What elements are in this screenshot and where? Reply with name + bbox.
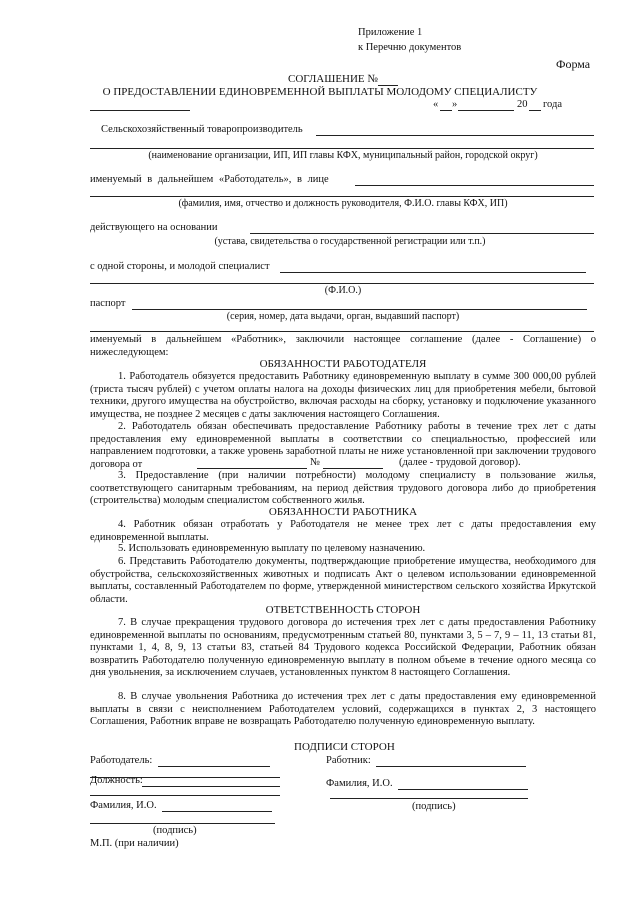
position-line[interactable] xyxy=(142,786,280,787)
employee-signature-line[interactable] xyxy=(330,798,528,799)
specialist-label: с одной стороны, и молодой специалист xyxy=(90,261,270,272)
place-line[interactable] xyxy=(90,110,190,111)
contract-number-sign: № xyxy=(310,457,321,468)
contract-date-line[interactable] xyxy=(197,468,307,469)
passport-line-2[interactable] xyxy=(90,331,594,332)
date-day-line[interactable] xyxy=(440,110,452,111)
date-year-prefix: 20 xyxy=(517,99,528,110)
heading-signatures: ПОДПИСИ СТОРОН xyxy=(294,741,395,753)
passport-caption: (серия, номер, дата выдачи, орган, выдавший паспорт) xyxy=(226,311,460,322)
clause-2-text: 2. Работодатель обязан обеспечивать предоставление Работнику работы в течение трех лет с даты предоставления ему единовременной выплаты в соответствии со специальностью, профессией или направлением подготовки, а также уровень заработной платы не ниже установленной при заключении трудового договора от xyxy=(90,421,596,470)
passport-line-1[interactable] xyxy=(132,309,587,310)
appendix-line-2: к Перечню документов xyxy=(358,42,462,53)
producer-line-2[interactable] xyxy=(90,148,594,149)
named-line-1[interactable] xyxy=(355,185,594,186)
specialist-line-2[interactable] xyxy=(90,283,594,284)
named-caption: (фамилия, имя, отчество и должность руководителя, Ф.И.О. главы КФХ, ИП) xyxy=(178,198,508,209)
passport-label: паспорт xyxy=(90,298,126,309)
position-extra-line[interactable] xyxy=(90,795,280,796)
appendix-line-1: Приложение 1 xyxy=(358,27,423,38)
clause-1: 1. Работодатель обязуется предоставить Работнику единовременную выплату в сумме 300 000,00 рублей (триста тысяч рублей) с учетом оплаты налога на доходы физических лиц для приобретения мебели, бытовой техники, другого имущества на обустройство, включая расходы на сборку, установку и подключение указанного имущества, не позднее 2 месяцев с даты заключения настоящего Соглашения. xyxy=(90,371,596,420)
date-open-quote: « xyxy=(433,99,439,110)
clause-8: 8. В случае увольнения Работника до истечения трех лет с даты предоставления ему единовременной выплаты в связи с неисполнением Работодателем условий, содержащихся в пунктах 2, 3 настоящего Соглашения, Работник вправе не возвращать Работодателю полученную единовременную выплату. xyxy=(90,691,596,728)
clause-5: 5. Использовать единовременную выплату по целевому назначению. xyxy=(118,543,426,554)
stamp-label: М.П. (при наличии) xyxy=(90,838,179,849)
specialist-line-1[interactable] xyxy=(280,272,586,273)
intro-paragraph: именуемый в дальнейшем «Работник», заключили настоящее соглашение (далее - Соглашение) о нижеследующем: xyxy=(90,334,596,358)
acting-line[interactable] xyxy=(250,233,594,234)
employee-surname-line[interactable] xyxy=(398,789,528,790)
employer-surname-label: Фамилия, И.О. xyxy=(90,800,157,811)
clause-7: 7. В случае прекращения трудового договора до истечения трех лет с даты предоставления Работнику единовременной выплаты по основаниям, предусмотренным статьей 80, пунктами 3, 5 – 7, 9 – 11, 13 статьи 81, пунктами 1, 4, 8, 9, 13 статьи 83, статьей 84 Трудового кодекса Российской Федерации, Работник обязан возвратить Работодателю полученную единовременную выплату в полном объеме в течение одного месяца со дня увольнения, за исключением случаев, установленных пунктом 8 настоящего Соглашения. xyxy=(90,617,596,679)
contract-number-line[interactable] xyxy=(323,468,383,469)
date-close-quote: » xyxy=(452,99,458,110)
employee-line[interactable] xyxy=(376,766,526,767)
form-label: Форма xyxy=(556,57,591,71)
date-year-suffix: года xyxy=(543,99,562,110)
clause-3: 3. Предоставление (при наличии потребности) молодому специалисту в пользование жилья, соответствующего санитарным требованиям, на период действия трудового договора либо до приобретения (строительства) молодым специалистом собственного жилья. xyxy=(90,470,596,507)
heading-employer-duties: ОБЯЗАННОСТИ РАБОТОДАТЕЛЯ xyxy=(259,358,427,370)
clause-6: 6. Представить Работодателю документы, подтверждающие приобретение имущества, необходимого для обустройства, сельскохозяйственных животных и подписать Акт о целевом использовании единовременной выплаты, составленный Работодателем по форме, утвержденной министерством сельского хозяйства Иркутской области. xyxy=(90,556,596,605)
employee-signature-caption: (подпись) xyxy=(412,801,456,812)
position-label: Должность: xyxy=(90,775,143,786)
named-line-2[interactable] xyxy=(90,196,594,197)
employer-label: Работодатель: xyxy=(90,755,153,766)
employee-label: Работник: xyxy=(326,755,371,766)
employee-surname-label: Фамилия, И.О. xyxy=(326,778,393,789)
heading-employee-duties: ОБЯЗАННОСТИ РАБОТНИКА xyxy=(268,506,418,518)
date-year-line[interactable] xyxy=(529,110,541,111)
producer-line-1[interactable] xyxy=(316,135,594,136)
producer-caption: (наименование организации, ИП, ИП главы КФХ, муниципальный район, городской округ) xyxy=(148,150,538,161)
employer-signature-caption: (подпись) xyxy=(153,825,197,836)
named-label: именуемый в дальнейшем «Работодатель», в лице xyxy=(90,174,329,185)
date-month-line[interactable] xyxy=(458,110,514,111)
employer-surname-line[interactable] xyxy=(162,811,272,812)
employer-line[interactable] xyxy=(158,766,270,767)
specialist-caption: (Ф.И.О.) xyxy=(324,285,362,296)
clause-4: 4. Работник обязан отработать у Работодателя не менее трех лет с даты предоставления ему единовременной выплаты. xyxy=(90,519,596,543)
acting-caption: (устава, свидетельства о государственной регистрации или т.п.) xyxy=(214,236,486,247)
producer-label: Сельскохозяйственный товаропроизводитель xyxy=(101,124,303,135)
employer-signature-line[interactable] xyxy=(90,823,275,824)
acting-label: действующего на основании xyxy=(90,222,218,233)
contract-suffix: (далее - трудовой договор). xyxy=(399,457,521,468)
title-line-1: СОГЛАШЕНИЕ № xyxy=(288,73,378,85)
title-line-2: О ПРЕДОСТАВЛЕНИИ ЕДИНОВРЕМЕННОЙ ВЫПЛАТЫ МОЛОДОМУ СПЕЦИАЛИСТУ xyxy=(102,86,538,98)
heading-responsibility: ОТВЕТСТВЕННОСТЬ СТОРОН xyxy=(265,604,421,616)
